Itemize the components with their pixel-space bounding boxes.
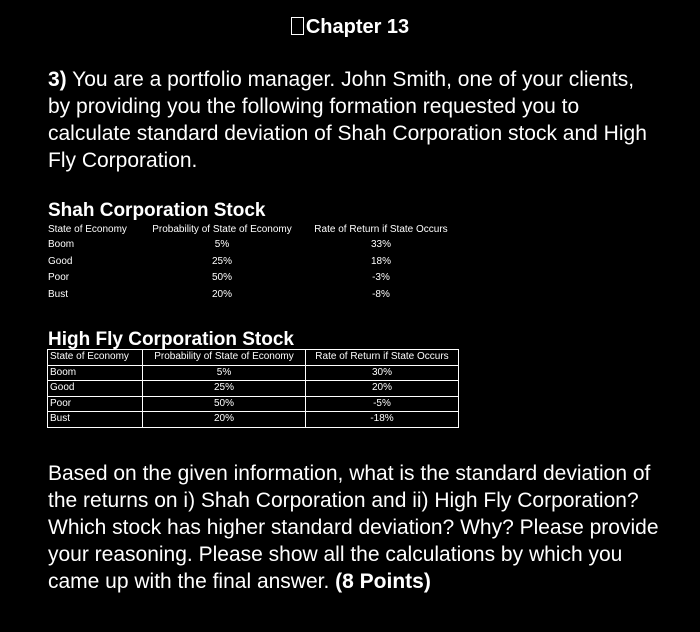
missing-glyph-icon	[291, 17, 304, 35]
chapter-title: Chapter 13	[305, 16, 410, 38]
table-row	[48, 396, 459, 412]
table-cell: Bust	[48, 412, 143, 428]
table-cell: 5%	[143, 365, 306, 381]
table-cell: 20%	[143, 412, 306, 428]
shah-table-title: Shah Corporation Stock	[48, 200, 266, 221]
table-cell: 20%	[211, 288, 232, 300]
table-cell: 25%	[211, 255, 232, 267]
table-row	[46, 254, 458, 271]
table-cell: Boom	[48, 365, 143, 381]
points-label: (8 Points)	[335, 570, 431, 593]
question-body: You are a portfolio manager. John Smith, one of your clients, by providing you the following formation requested you to calculate standard deviation of Shah Corporation stock and High Fly Corporation.	[48, 68, 647, 172]
question-text	[48, 66, 658, 174]
table-cell: Poor	[48, 396, 143, 412]
table-row	[46, 270, 458, 287]
table-header-cell: State of Economy	[48, 224, 127, 235]
table-cell: 5%	[214, 239, 230, 250]
table-cell: -18%	[306, 412, 459, 428]
highfly-table-title: High Fly Corporation Stock	[48, 329, 294, 350]
table-cell: 30%	[306, 365, 459, 381]
table-cell: -3%	[372, 272, 390, 283]
table-row	[46, 287, 458, 304]
table-row	[48, 412, 459, 428]
table-header-row	[48, 350, 459, 366]
table-row	[46, 237, 458, 254]
table-cell: 25%	[143, 381, 306, 397]
chapter-heading	[0, 16, 700, 39]
table-cell: 50%	[211, 272, 232, 283]
table-row	[48, 381, 459, 397]
table-header-row	[46, 222, 458, 237]
closing-question	[48, 460, 668, 595]
table-row	[48, 365, 459, 381]
closing-text: Based on the given information, what is the standard deviation of the returns on i) Shah Corporation and ii) High Fly Corporation? Which stock has higher standard deviation? Why? Please provide your reasoning. Please show all the calculations by which you came up with the final answer.	[48, 462, 659, 593]
table-cell: 50%	[143, 396, 306, 412]
table-header-cell: State of Economy	[48, 350, 143, 366]
table-cell: -5%	[306, 396, 459, 412]
table-header-cell: Rate of Return if State Occurs	[314, 224, 448, 235]
highfly-table	[47, 349, 459, 428]
shah-table	[46, 222, 458, 303]
table-cell: -8%	[372, 288, 390, 300]
table-header-cell: Rate of Return if State Occurs	[306, 350, 459, 366]
question-number: 3)	[48, 68, 67, 91]
table-cell: Good	[48, 255, 73, 267]
table-cell: Poor	[48, 272, 70, 283]
table-cell: Boom	[48, 239, 75, 250]
table-cell: 33%	[370, 239, 391, 250]
table-cell: 18%	[370, 255, 391, 267]
table-cell: 20%	[306, 381, 459, 397]
table-cell: Good	[48, 381, 143, 397]
table-cell: Bust	[48, 288, 69, 300]
table-header-cell: Probability of State of Economy	[143, 350, 306, 366]
table-header-cell: Probability of State of Economy	[152, 224, 292, 235]
